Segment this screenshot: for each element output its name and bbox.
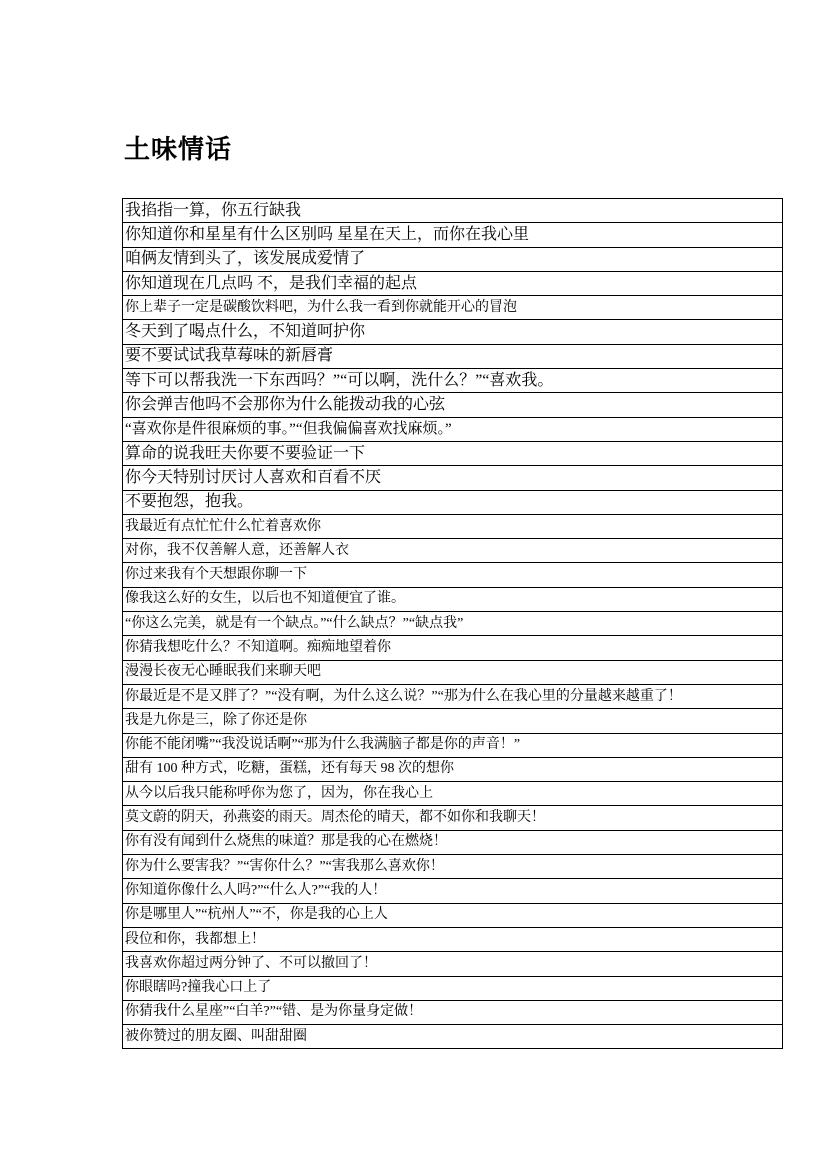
table-cell: 你知道现在几点吗 不，是我们幸福的起点	[123, 271, 783, 295]
table-row	[123, 660, 783, 684]
table-row	[123, 490, 783, 514]
page-title: 土味情话	[124, 134, 233, 164]
table-row	[123, 806, 783, 830]
table-cell: 你猜我想吃什么？不知道啊。痴痴地望着你	[123, 636, 783, 660]
table-row	[123, 441, 783, 465]
table-row	[123, 952, 783, 976]
table-cell: 你最近是不是又胖了？”“没有啊，为什么这么说？”“那为什么在我心里的分量越来越重了！	[123, 684, 783, 708]
table-row	[123, 757, 783, 781]
table-row	[123, 563, 783, 587]
table-row	[123, 879, 783, 903]
table-row	[123, 223, 783, 247]
table-cell: “喜欢你是件很麻烦的事。”“但我偏偏喜欢找麻烦。”	[123, 417, 783, 441]
table-row	[123, 344, 783, 368]
table-row	[123, 830, 783, 854]
table-row	[123, 782, 783, 806]
table-row	[123, 1025, 783, 1049]
table-row	[123, 709, 783, 733]
table-cell: 莫文蔚的阴天，孙燕姿的雨天。周杰伦的晴天，都不如你和我聊天！	[123, 806, 783, 830]
table-row	[123, 1000, 783, 1024]
table-cell: 你上辈子一定是碳酸饮料吧，为什么我一看到你就能开心的冒泡	[123, 296, 783, 320]
table-cell: 段位和你，我都想上！	[123, 927, 783, 951]
table-row	[123, 855, 783, 879]
table-cell: 从今以后我只能称呼你为您了，因为，你在我心上	[123, 782, 783, 806]
table-cell: 我最近有点忙忙什么忙着喜欢你	[123, 514, 783, 538]
table-row	[123, 393, 783, 417]
table-cell: 被你赞过的朋友圈、叫甜甜圈	[123, 1025, 783, 1049]
table-cell: 你知道你和星星有什么区别吗 星星在天上，而你在我心里	[123, 223, 783, 247]
table-cell: 我掐指一算，你五行缺我	[123, 199, 783, 223]
table-cell: 咱俩友情到头了，该发展成爱情了	[123, 247, 783, 271]
table-row	[123, 296, 783, 320]
table-cell: 你会弹吉他吗不会那你为什么能拨动我的心弦	[123, 393, 783, 417]
table-cell: “你这么完美，就是有一个缺点。”“什么缺点？”“缺点我”	[123, 612, 783, 636]
table-cell: 你有没有闻到什么烧焦的味道？那是我的心在燃烧！	[123, 830, 783, 854]
table-cell: 你眼瞎吗?撞我心口上了	[123, 976, 783, 1000]
table-row	[123, 320, 783, 344]
table-row	[123, 636, 783, 660]
table-cell: 我是九你是三，除了你还是你	[123, 709, 783, 733]
table-cell: 甜有 100 种方式，吃糖，蛋糕，还有每天 98 次的想你	[123, 757, 783, 781]
table-cell: 等下可以帮我洗一下东西吗？”“可以啊，洗什么？”“喜欢我。	[123, 369, 783, 393]
table-cell: 你猜我什么星座”“白羊?”“错、是为你量身定做！	[123, 1000, 783, 1024]
table-cell: 对你，我不仅善解人意，还善解人衣	[123, 539, 783, 563]
table-row	[123, 247, 783, 271]
table-cell: 你过来我有个天想跟你聊一下	[123, 563, 783, 587]
table-cell: 你是哪里人”“杭州人”“不，你是我的心上人	[123, 903, 783, 927]
table-row	[123, 587, 783, 611]
table-cell: 不要抱怨，抱我。	[123, 490, 783, 514]
table-row	[123, 733, 783, 757]
pickup-lines-table	[122, 198, 783, 1049]
table-row	[123, 539, 783, 563]
table-row	[123, 927, 783, 951]
table-cell: 你能不能闭嘴”“我没说话啊”“那为什么我满脑子都是你的声音！”	[123, 733, 783, 757]
table-row	[123, 976, 783, 1000]
table-cell: 你知道你像什么人吗?”“什么人?”“我的人！	[123, 879, 783, 903]
table-cell: 你为什么要害我？”“害你什么？”“害我那么喜欢你！	[123, 855, 783, 879]
table-row	[123, 369, 783, 393]
table-row	[123, 417, 783, 441]
table-row	[123, 199, 783, 223]
table-cell: 像我这么好的女生，以后也不知道便宜了谁。	[123, 587, 783, 611]
table-row	[123, 684, 783, 708]
table-cell: 漫漫长夜无心睡眠我们来聊天吧	[123, 660, 783, 684]
table-cell: 你今天特别讨厌讨人喜欢和百看不厌	[123, 466, 783, 490]
table-row	[123, 271, 783, 295]
table-row	[123, 466, 783, 490]
table-cell: 要不要试试我草莓味的新唇膏	[123, 344, 783, 368]
table-cell: 算命的说我旺夫你要不要验证一下	[123, 441, 783, 465]
table-row	[123, 514, 783, 538]
table-row	[123, 612, 783, 636]
table-row	[123, 903, 783, 927]
table-cell: 冬天到了喝点什么，不知道呵护你	[123, 320, 783, 344]
table-cell: 我喜欢你超过两分钟了、不可以撤回了！	[123, 952, 783, 976]
